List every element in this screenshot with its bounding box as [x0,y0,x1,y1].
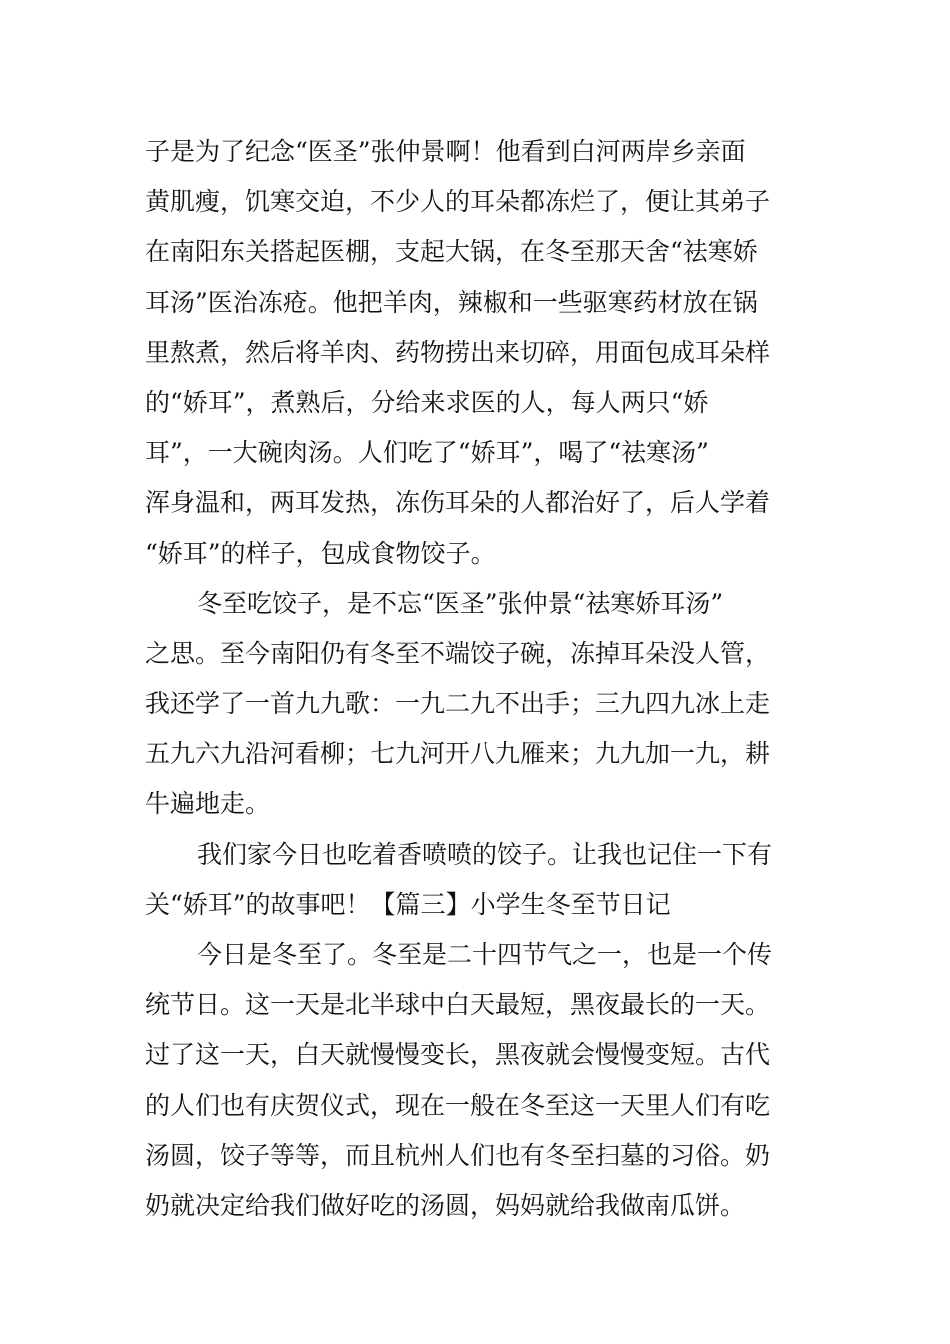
paragraph-first-line: 冬至吃饺子，是不忘“医圣”张仲景“祛寒娇耳汤” [197,588,724,618]
text-line: 我还学了一首九九歌：一九二九不出手；三九四九冰上走 [145,689,771,719]
text-line: 统节日。这一天是北半球中白天最短，黑夜最长的一天。 [145,990,771,1020]
text-line: 黄肌瘦，饥寒交迫，不少人的耳朵都冻烂了，便让其弟子 [145,187,771,217]
text-line: 里熬煮，然后将羊肉、药物捞出来切碎，用面包成耳朵样 [145,337,771,367]
text-line: 耳”，一大碗肉汤。人们吃了“娇耳”，喝了“祛寒汤” [145,438,709,468]
text-line: 的人们也有庆贺仪式，现在一般在冬至这一天里人们有吃 [145,1090,771,1120]
text-line: 牛遍地走。 [145,789,271,819]
text-line: 过了这一天，白天就慢慢变长，黑夜就会慢慢变短。古代 [145,1040,771,1070]
text-line: 关“娇耳”的故事吧！【篇三】小学生冬至节日记 [145,889,671,919]
paragraph-first-line: 我们家今日也吃着香喷喷的饺子。让我也记住一下有 [197,839,773,869]
text-line: 的“娇耳”，煮熟后，分给来求医的人，每人两只“娇 [145,387,709,417]
text-line: 子是为了纪念“医圣”张仲景啊！他看到白河两岸乡亲面 [145,137,746,166]
text-line: 在南阳东关搭起医棚，支起大锅，在冬至那天舍“祛寒娇 [145,237,758,267]
text-line: 之思。至今南阳仍有冬至不端饺子碗，冻掉耳朵没人管， [145,638,771,668]
text-line: 奶就决定给我们做好吃的汤圆，妈妈就给我做南瓜饼。 [145,1190,746,1220]
paragraph-first-line: 今日是冬至了。冬至是二十四节气之一，也是一个传 [197,940,773,969]
text-line: 五九六九沿河看柳；七九河开八九雁来；九九加一九，耕 [145,739,771,769]
text-line: 汤圆，饺子等等，而且杭州人们也有冬至扫墓的习俗。奶 [145,1140,771,1170]
text-line: “娇耳”的样子，包成食物饺子。 [145,538,496,568]
text-line: 浑身温和，两耳发热，冻伤耳朵的人都治好了，后人学着 [145,488,771,518]
document-body-text [145,127,810,1231]
text-line: 耳汤”医治冻疮。他把羊肉，辣椒和一些驱寒药材放在锅 [145,287,758,317]
